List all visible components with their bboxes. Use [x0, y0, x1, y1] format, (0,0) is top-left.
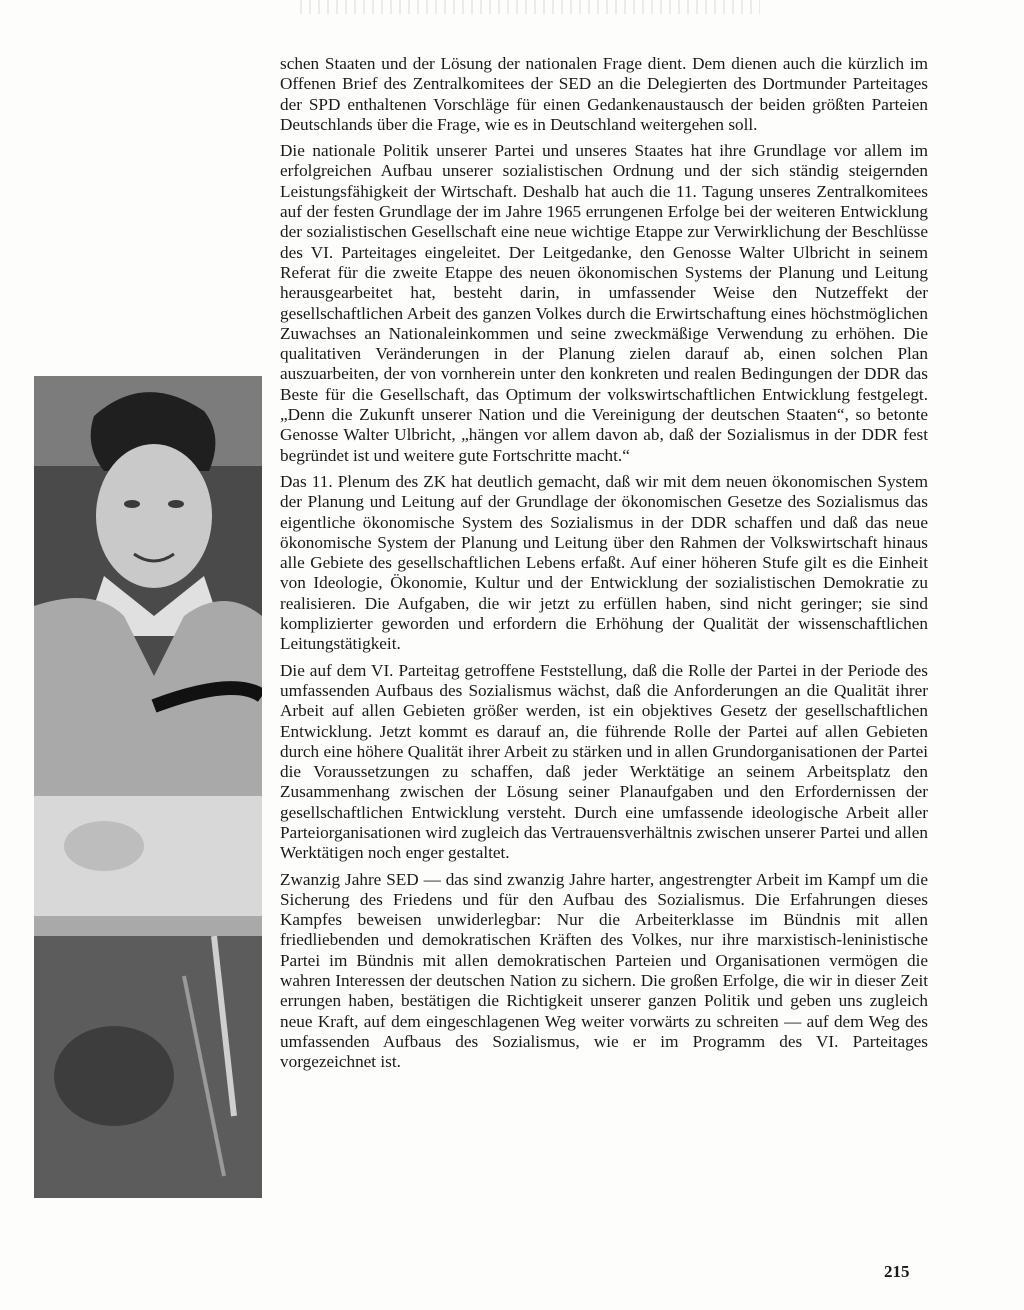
paragraph: schen Staaten und der Lösung der nationalen Frage dient. Dem dienen auch die kürzlich im Offenen Brief des Zentralkomitees der SED an die Delegierten des Dortmunder Parteitages der SPD enthaltenen Vorschläge für einen Gedankenaustausch der beiden größten Parteien Deutschlands über die Frage, wie es in Deutschland weitergehen soll. [280, 54, 928, 134]
paragraph: Die auf dem VI. Parteitag getroffene Feststellung, daß die Rolle der Partei in der Periode des umfassenden Aufbaus des Sozialismus wächst, daß die Anforderungen an die Qualität ihrer Arbeit auf allen Gebieten größer werden, ist ein objektives Gesetz der gesellschaftlichen Entwicklung. Jetzt kommt es darauf an, die führende Rolle der Partei auf allen Gebieten durch eine höhere Qualität ihrer Arbeit zu stärken und in allen Grundorganisationen der Partei die Voraussetzungen zu schaffen, daß jeder Werktätige an seinem Arbeitsplatz den Zusammenhang zwischen der Lösung seiner Planaufgaben und den Erfordernissen der gesellschaftlichen Entwicklung versteht. Durch eine umfassende ideologische Arbeit aller Parteiorganisationen wird zugleich das Vertrauensverhältnis zwischen unserer Partei und allen Werktätigen noch enger gestaltet. [280, 660, 928, 863]
body-text [280, 54, 928, 1079]
paragraph: Zwanzig Jahre SED — das sind zwanzig Jahre harter, angestrengter Arbeit im Kampf um die Sicherung des Friedens und für den Aufbau des Sozialismus. Die Erfahrungen dieses Kampfes beweisen unwiderlegbar: Nur die Arbeiterklasse im Bündnis mit allen friedliebenden und demokratischen Kräften des Volkes, nur ihre marxistisch-leninistische Partei im Bündnis mit allen demokratischen Parteien und Organisationen vermögen die wahren Interessen der deutschen Nation zu sichern. Die großen Erfolge, die wir in dieser Zeit errungen haben, bestätigen die Richtigkeit unserer ganzen Politik und geben uns zugleich neue Kraft, auf dem eingeschlagenen Weg weiter vorwärts zu schreiten — auf dem Weg des umfassenden Aufbaus des Sozialismus, wie er im Programm des VI. Parteitages vorgezeichnet ist. [280, 869, 928, 1072]
paragraph: Die nationale Politik unserer Partei und unseres Staates hat ihre Grundlage vor allem im erfolgreichen Aufbau unserer sozialistischen Ordnung und der sich ständig steigernden Leistungsfähigkeit der Wirtschaft. Deshalb hat auch die 11. Tagung unseres Zentralkomitees auf der festen Grundlage der im Jahre 1965 errungenen Erfolge bei der weiteren Entwicklung der sozialistischen Gesellschaft eine neue wichtige Etappe zur Verwirklichung der Beschlüsse des VI. Parteitages eingeleitet. Der Leitgedanke, den Genosse Walter Ulbricht in seinem Referat für die zweite Etappe des neuen ökonomischen Systems der Planung und Leitung herausgearbeitet hat, besteht darin, in umfassender Weise den Nutzeffekt der gesellschaftlichen Arbeit des ganzen Volkes durch die Erwirtschaftung eines höchstmöglichen Zuwachses an Nationaleinkommen und seine zweckmäßige Verwendung zu erhöhen. Die qualitativen Veränderungen in der Planung zielen darauf ab, einen solchen Plan auszuarbeiten, der von vornherein unter den konkreten und realen Bedingungen der DDR das Beste für die Gesellschaft, das Optimum der volkswirtschaftlichen Entwicklung festgelegt. „Denn die Zukunft unserer Nation und die Vereinigung der deutschen Staaten“, so betonte Genosse Walter Ulbricht, „hängen vor allem davon ab, daß der Sozialismus in der DDR fest begründet ist und weitere gute Fortschritte macht.“ [280, 141, 928, 465]
worker-photo [34, 376, 262, 1198]
paragraph: Das 11. Plenum des ZK hat deutlich gemacht, daß wir mit dem neuen ökonomischen System der Planung und Leitung auf der Grundlage der ökonomischen Gesetze des Sozialismus das eigentliche ökonomische System des Sozialismus in der DDR schaffen und daß das neue ökonomische System der Planung und Leitung über den Rahmen der Volkswirtschaft hinaus alle Gebiete des gesellschaftlichen Lebens erfaßt. Auf einer höheren Stufe gilt es die Einheit von Ideologie, Ökonomie, Kultur und der Entwicklung der sozialistischen Demokratie zu realisieren. Die Aufgaben, die wir jetzt zu erfüllen haben, sind nicht geringer; sie sind komplizierter geworden und erfordern die Erhöhung der Qualität der wissenschaftlichen Leitungstätigkeit. [280, 471, 928, 654]
worker-photo-drawing [34, 376, 262, 1198]
page-number: 215 [884, 1262, 910, 1281]
scan-artifact [300, 0, 760, 14]
